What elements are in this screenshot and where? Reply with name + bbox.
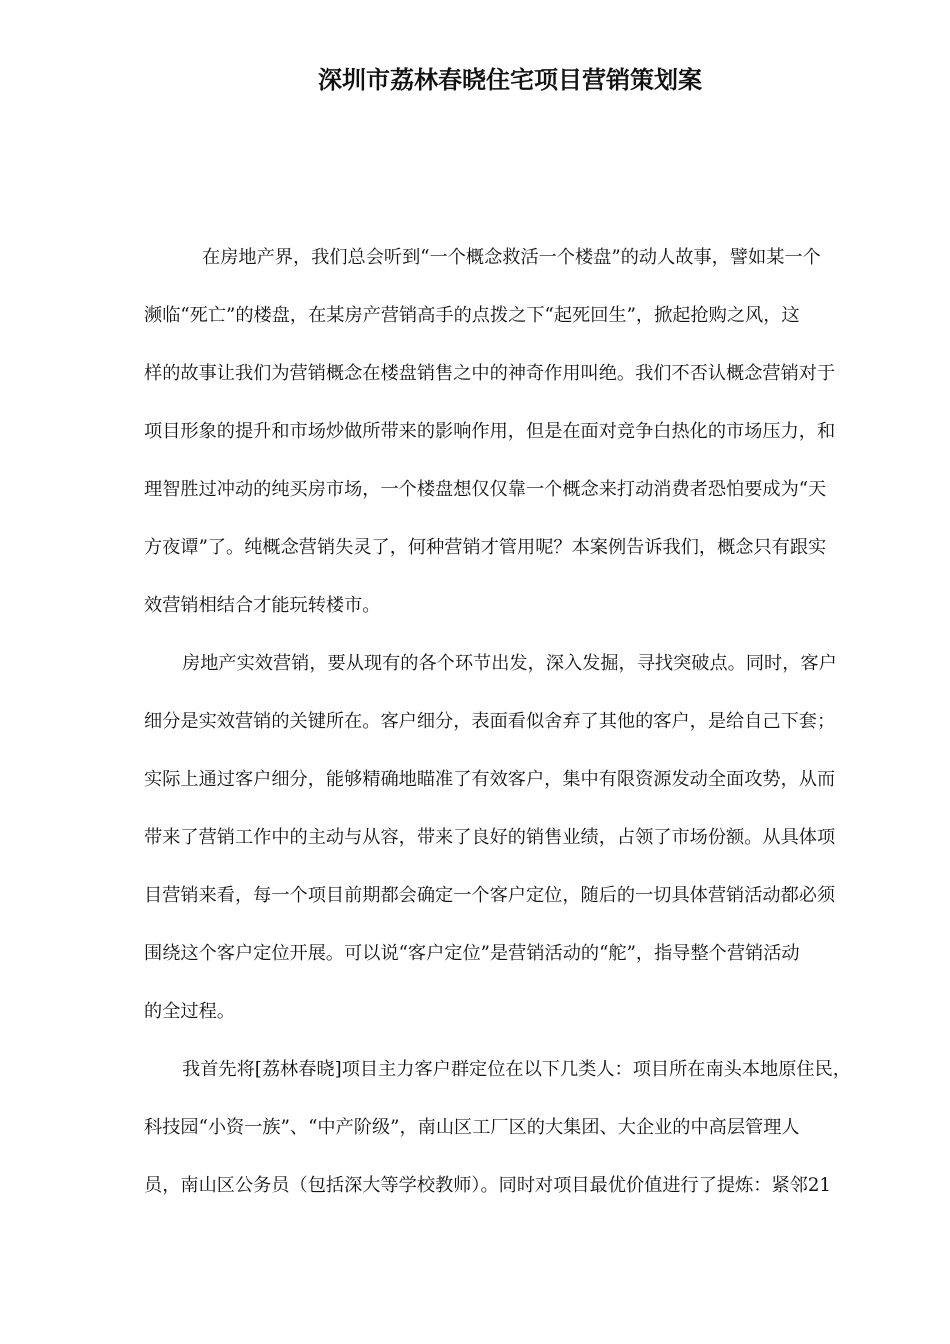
paragraph-1-line-2: 濒临“死亡”的楼盘，在某房产营销高手的点拨之下“起死回生”，掀起抢购之风，这 bbox=[144, 305, 800, 326]
page-title: 深圳市荔林春晓住宅项目营销策划案 bbox=[318, 65, 702, 94]
paragraph-1-line-3: 样的故事让我们为营销概念在楼盘销售之中的神奇作用叫绝。我们不否认概念营销对于 bbox=[144, 363, 836, 384]
paragraph-1-line-5: 理智胜过冲动的纯买房市场，一个楼盘想仅仅靠一个概念来打动消费者恐怕要成为“天 bbox=[144, 479, 827, 500]
paragraph-2-line-1: 房地产实效营销，要从现有的各个环节出发，深入发掘，寻找突破点。同时，客户 bbox=[182, 653, 837, 674]
paragraph-3-line-2: 科技园“小资一族”、“中产阶级”，南山区工厂区的大集团、大企业的中高层管理人 bbox=[144, 1117, 800, 1138]
paragraph-1-line-7: 效营销相结合才能玩转楼市。 bbox=[144, 595, 381, 616]
paragraph-3-line-1: 我首先将[荔林春晓]项目主力客户群定位在以下几类人：项目所在南头本地原住民， bbox=[182, 1059, 851, 1080]
paragraph-2-line-6: 围绕这个客户定位开展。可以说“客户定位”是营销活动的“舵”，指导整个营销活动 bbox=[144, 943, 800, 964]
paragraph-3-line-3: 员，南山区公务员（包括深大等学校教师）。同时对项目最优价值进行了提炼：紧邻21 bbox=[144, 1175, 831, 1196]
paragraph-2-line-4: 带来了营销工作中的主动与从容，带来了良好的销售业绩，占领了市场份额。从具体项 bbox=[144, 827, 836, 848]
paragraph-2-line-7: 的全过程。 bbox=[144, 1001, 235, 1022]
paragraph-1-line-4: 项目形象的提升和市场炒做所带来的影响作用，但是在面对竞争白热化的市场压力，和 bbox=[144, 421, 836, 442]
paragraph-2-line-5: 目营销来看，每一个项目前期都会确定一个客户定位，随后的一切具体营销活动都必须 bbox=[144, 885, 836, 906]
paragraph-2-line-3: 实际上通过客户细分，能够精确地瞄准了有效客户，集中有限资源发动全面攻势，从而 bbox=[144, 769, 836, 790]
paragraph-2-line-2: 细分是实效营销的关键所在。客户细分，表面看似舍弃了其他的客户，是给自己下套； bbox=[144, 711, 836, 732]
paragraph-1-line-1: 在房地产界，我们总会听到“一个概念救活一个楼盘”的动人故事，譬如某一个 bbox=[202, 247, 821, 268]
document-body bbox=[144, 242, 880, 1228]
paragraph-1-line-6: 方夜谭”了。纯概念营销失灵了，何种营销才管用呢？本案例告诉我们，概念只有跟实 bbox=[144, 537, 827, 558]
